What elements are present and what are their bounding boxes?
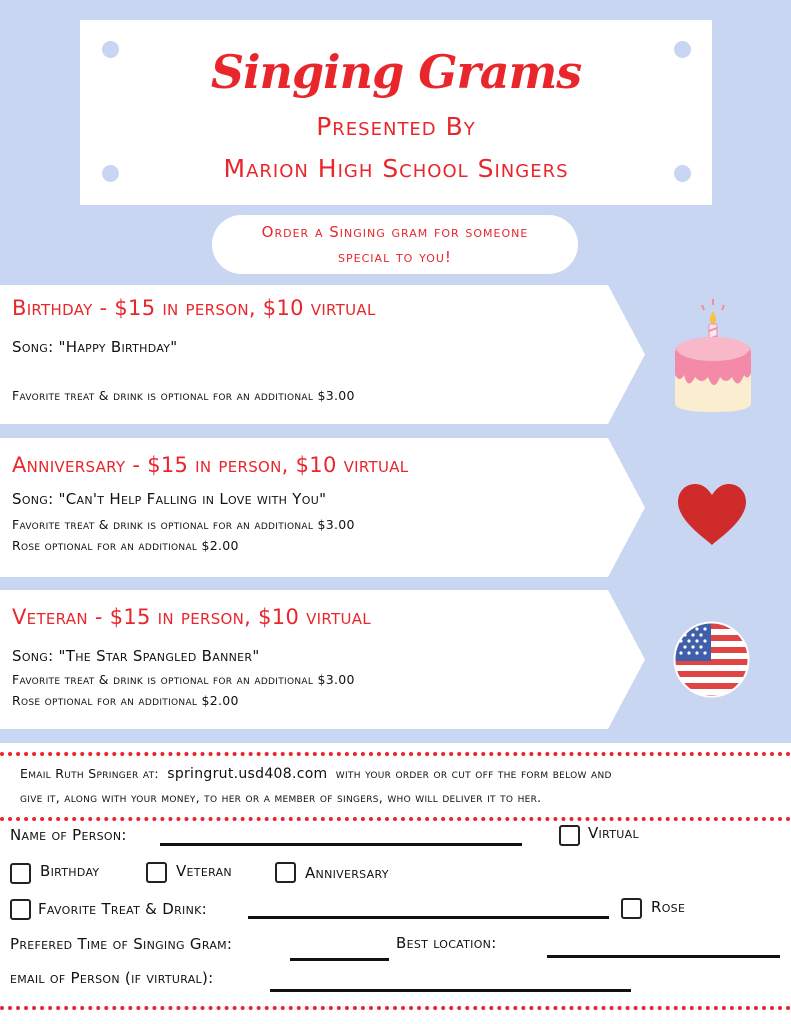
name-label: Name of Person: <box>10 826 127 844</box>
order-line-1 <box>20 762 780 786</box>
birthday-label: Birthday <box>40 862 100 880</box>
package-veteran <box>0 590 645 729</box>
tagline-line-1: Order a Singing gram for someone <box>261 223 529 241</box>
time-label: Prefered Time of Singing Gram: <box>10 935 233 953</box>
package-title: Veteran - $15 in person, $10 virtual <box>12 605 371 629</box>
email-label: email of Person (if virtural): <box>10 969 214 987</box>
page-title: Singing Grams <box>210 45 582 99</box>
name-field[interactable] <box>160 843 522 846</box>
veteran-label: Veteran <box>176 862 232 880</box>
package-title: Anniversary - $15 in person, $10 virtual <box>12 453 409 477</box>
package-anniversary <box>0 438 645 577</box>
email-address[interactable]: springrut.usd408.com <box>167 766 328 782</box>
location-label: Best location: <box>396 934 497 952</box>
cut-line-bottom <box>0 1006 791 1010</box>
package-rose: Rose optional for an additional $2.00 <box>12 538 239 553</box>
rose-checkbox[interactable] <box>621 898 642 919</box>
time-field[interactable] <box>290 958 389 961</box>
tagline-line-2: special to you! <box>338 248 452 266</box>
package-birthday <box>0 285 645 424</box>
cut-line-middle <box>0 817 791 821</box>
package-song: Song: "The Star Spangled Banner" <box>12 647 260 665</box>
email-field[interactable] <box>270 989 631 992</box>
anniversary-label: Anniversary <box>305 864 389 882</box>
order-instructions <box>20 762 780 810</box>
treat-checkbox[interactable] <box>10 899 31 920</box>
birthday-cake-icon <box>668 295 758 415</box>
package-treat: Favorite treat & drink is optional for an additional $3.00 <box>12 672 355 687</box>
package-song: Song: "Can't Help Falling in Love with You" <box>12 490 327 508</box>
package-title: Birthday - $15 in person, $10 virtual <box>12 296 376 320</box>
school-name: Marion High School Singers <box>223 154 569 183</box>
birthday-checkbox[interactable] <box>10 863 31 884</box>
location-field[interactable] <box>547 955 780 958</box>
rose-label: Rose <box>651 898 686 916</box>
package-rose: Rose optional for an additional $2.00 <box>12 693 239 708</box>
tagline-text <box>232 220 558 270</box>
american-flag-icon <box>673 621 750 698</box>
treat-field[interactable] <box>248 916 609 919</box>
package-song: Song: "Happy Birthday" <box>12 338 178 356</box>
order-text-after: with your order or cut off the form below and <box>335 766 612 781</box>
heart-icon <box>676 483 748 547</box>
virtual-label: Virtual <box>588 824 639 842</box>
package-treat: Favorite treat & drink is optional for an additional $3.00 <box>12 388 355 403</box>
order-text-before: Email Ruth Springer at: <box>20 766 159 781</box>
package-treat: Favorite treat & drink is optional for an additional $3.00 <box>12 517 355 532</box>
virtual-checkbox[interactable] <box>559 825 580 846</box>
veteran-checkbox[interactable] <box>146 862 167 883</box>
order-line-2: give it, along with your money, to her or a member of singers, who will deliver it to her. <box>20 790 542 805</box>
anniversary-checkbox[interactable] <box>275 862 296 883</box>
treat-label: Favorite Treat & Drink: <box>38 900 207 918</box>
tagline-pill <box>212 215 578 274</box>
presented-by: Presented By <box>316 112 476 141</box>
cut-line-top <box>0 752 791 756</box>
title-card <box>80 20 712 205</box>
